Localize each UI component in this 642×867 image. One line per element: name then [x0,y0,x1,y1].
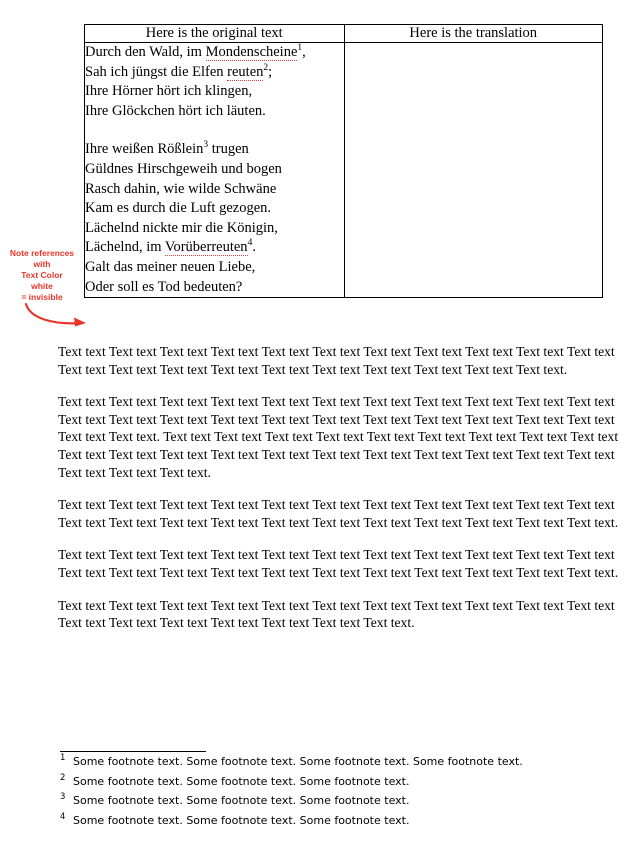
footnote-item: 4 Some footnote text. Some footnote text. Some footnote text. [60,811,410,827]
footnote-list [60,752,580,830]
verse-line: Güldnes Hirschgeweih und bogen [85,160,282,177]
bilingual-text-table [84,24,603,298]
footnote-item: 3 Some footnote text. Some footnote text. Some footnote text. [60,792,410,807]
paragraph: Text text Text text Text text Text text Text text Text text Text text Text text Text text Text text Text text Text text Text text Text text Text text Text text Text text Text text Text text Text text Text text Text text. [58,547,619,580]
verse-line [85,140,344,160]
stanza-2 [85,140,344,297]
annotation-line-5: = invisible [21,292,63,302]
verse-text-tail: . [252,239,256,256]
verse-line [85,63,344,83]
verse-line: Ihre Hörner hört ich klingen, [85,83,253,100]
verse-line: Lächelnd nickte mir die Königin, [85,219,278,236]
annotation-line-3: Text Color [21,270,63,280]
annotation-line-2: with [33,259,51,269]
footnote-text: Some footnote text. Some footnote text. Some footnote text. [73,794,410,807]
verse-line: Rasch dahin, wie wilde Schwäne [85,180,277,197]
note-reference-marker: 1 [297,43,303,54]
note-reference-marker: 2 [263,62,269,73]
verse-line: Ihre Glöckchen hört ich läuten. [85,102,266,119]
table-header-row [85,25,603,43]
original-text-cell [85,43,345,298]
verse-text: Sah ich jüngst die Elfen [85,63,228,80]
note-color-annotation [0,248,84,303]
stanza-1 [85,43,344,121]
red-curved-arrow-icon [24,302,90,328]
note-reference-word: Vorüberreuten [164,239,248,256]
annotation-line-1: Note references [9,248,75,258]
verse-text: Lächelnd, im [85,239,165,256]
note-reference-word: reuten [227,63,264,80]
footnote-item: 2 Some footnote text. Some footnote text. Some footnote text. [60,772,410,788]
table-header-translation: Here is the translation [344,25,603,43]
verse-line: Oder soll es Tod bedeuten? [85,278,243,295]
paragraph: Text text Text text Text text Text text Text text Text text Text text Text text Text text Text text Text text Text text Text text Text text Text text Text text Text text Text text Text text Text text Text text Text text. [58,497,619,530]
footnote-text: Some footnote text. Some footnote text. Some footnote text. Some footnote text. [73,755,523,768]
verse-line: Galt das meiner neuen Liebe, [85,258,256,275]
paragraph: Text text Text text Text text Text text Text text Text text Text text Text text Text text Text text Text text Text text Text text Text text Text text Text text Text text Text text. [58,597,615,631]
verse-text-tail: ; [268,63,273,80]
footnote-item: 1 Some footnote text. Some footnote text. Some footnote text. Some footnote text. [60,753,523,768]
body-text-block [58,343,622,632]
paragraph: Text text Text text Text text Text text Text text Text text Text text Text text Text text Text text Text text Text text Text text Text text Text text Text text Text text Text text Text text Text text Text text. [58,344,615,377]
translation-text-cell[interactable] [344,43,603,298]
footnote-text: Some footnote text. Some footnote text. Some footnote text. [73,813,410,827]
verse-line: Kam es durch die Luft gezogen. [85,200,272,217]
table-body-row [85,43,603,298]
note-reference-marker: 4 [247,238,253,249]
note-reference-marker: 3 [203,140,209,151]
note-reference-word: Mondenscheine [205,44,298,60]
verse-text: Ihre weißen Rößlein [85,141,204,158]
verse-line [85,43,344,63]
verse-text: Durch den Wald, im [85,44,206,60]
table-header-original: Here is the original text [85,25,345,43]
footnote-text: Some footnote text. Some footnote text. Some footnote text. [73,774,410,788]
verse-text-tail: trugen [208,141,249,158]
paragraph: Text text Text text Text text Text text Text text Text text Text text Text text Text text Text text Text text Text text Text text Text text Text text Text text Text text Text text Text text Text text Text text Text text Text text Text text. Text text Text text Text text Text text Text text Text text Text text Text text Text text Text text Text text Text text Text text Text text Text text Text text Text text Text text Text text Text text Text text Text text Text text. [58,394,619,480]
verse-text-tail: , [302,44,306,60]
verse-line [85,238,344,258]
annotation-line-4: white [31,281,53,291]
